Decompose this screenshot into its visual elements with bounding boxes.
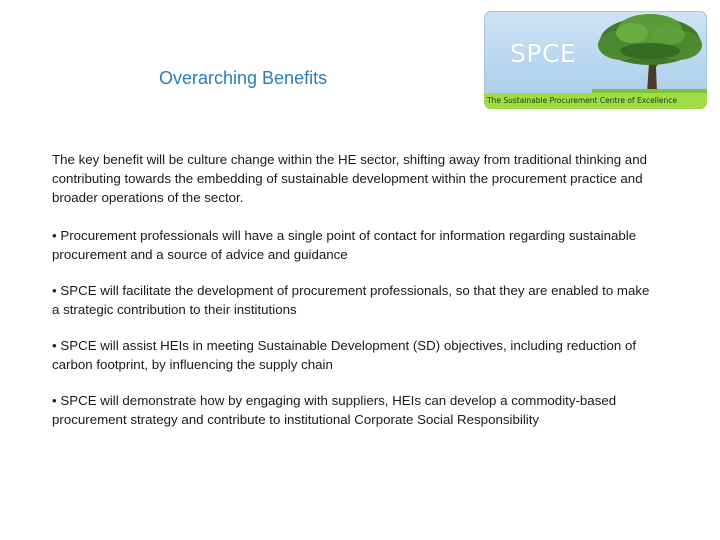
- intro-paragraph: The key benefit will be culture change within the HE sector, shifting away from traditional thinking and contributing towards the embedding of sustainable development within the procurement practice and broader operations of the sector.: [52, 152, 647, 205]
- bullet-item: • Procurement professionals will have a single point of contact for information regarding sustainable procurement and a source of advice and guidance: [52, 228, 637, 262]
- slide-title: Overarching Benefits: [159, 68, 328, 88]
- bullet-item: • SPCE will demonstrate how by engaging with suppliers, HEIs can develop a commodity-based procurement strategy and contribute to institutional Corporate Social Responsibility: [52, 393, 617, 427]
- slide-body: [52, 150, 652, 446]
- tree-icon: [592, 11, 707, 95]
- logo-caption: The Sustainable Procurement Centre of Excellence: [484, 93, 707, 109]
- spce-logo: [484, 11, 707, 109]
- logo-text: SPCE: [510, 39, 577, 68]
- bullet-item: • SPCE will assist HEIs in meeting Sustainable Development (SD) objectives, including reduction of carbon footprint, by influencing the supply chain: [52, 338, 637, 372]
- bullet-item: • SPCE will facilitate the development of procurement professionals, so that they are enabled to make a strategic contribution to their institutions: [52, 283, 650, 317]
